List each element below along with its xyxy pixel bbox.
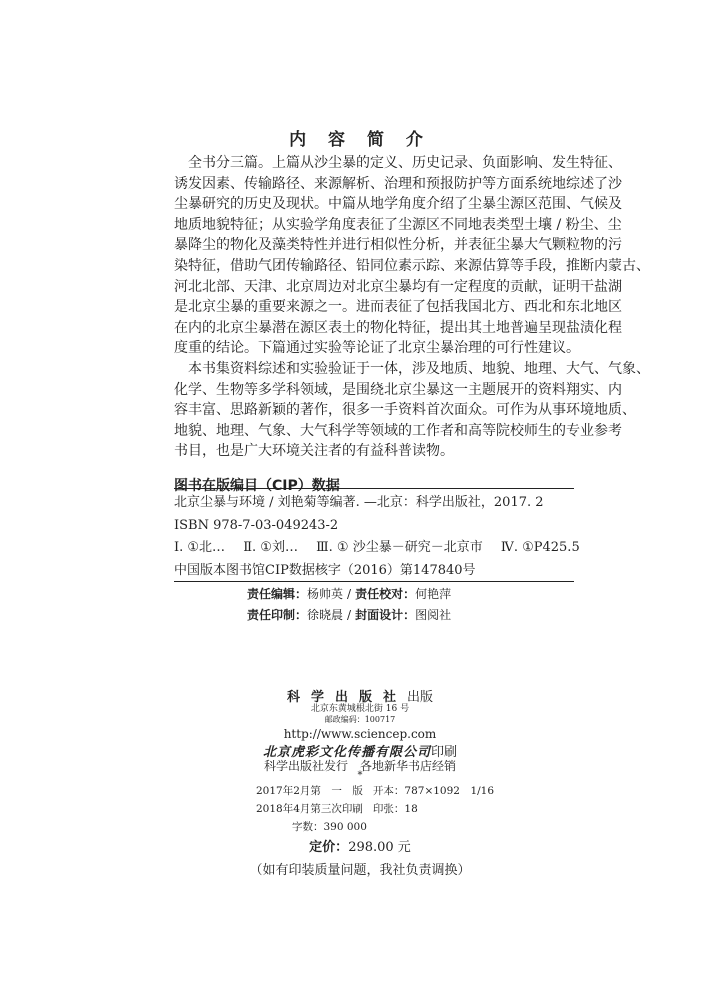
text-line: 是北京尘暴的重要来源之一。进而表征了包括我国北方、西北和东北地区	[174, 299, 622, 316]
intro-paragraph-1	[174, 153, 650, 462]
text-line: 容丰富、思路新颖的著作，很多一手资料首次面众。可作为从事环境地质、	[174, 402, 636, 419]
cip-class-ii: Ⅱ. ①刘…	[243, 540, 298, 555]
quality-note: （如有印装质量问题，我社负责调换）	[249, 863, 471, 878]
cover-role: 封面设计：	[355, 608, 416, 622]
publisher-postcode: 邮政编码：100717	[324, 715, 396, 724]
separator: /	[347, 608, 352, 622]
text-line: 化学、生物等多学科领域，是围绕北京尘暴这一主题展开的资料翔实、内	[174, 381, 622, 398]
publisher-suffix: 出版	[407, 690, 434, 705]
editors-line-1	[247, 584, 451, 605]
text-line: 书目，也是广大环境关注者的有益科普读物。	[174, 443, 454, 460]
cip-classification-line	[174, 537, 580, 560]
printer-logo: 北京虎彩文化传播有限公司	[262, 745, 431, 760]
edition-line-3	[256, 818, 494, 836]
text-line: 度重的结论。下篇通过实验等论证了北京尘暴治理的可行性建议。	[174, 340, 580, 357]
edition-line-1	[256, 782, 494, 800]
proofreader-name: 何艳萍	[415, 587, 452, 601]
text-line: 地质地貌特征；从实验学角度表征了尘源区不同地表类型土壤 / 粉尘、尘	[174, 216, 622, 233]
separator: /	[347, 587, 352, 601]
cip-class-iii: Ⅲ. ① 沙尘暴－研究－北京市	[316, 540, 483, 555]
edition-date: 2017年2月第 一 版	[256, 785, 363, 797]
star-divider: *	[357, 770, 363, 781]
distribution-line: 科学出版社发行 各地新华书店经销	[263, 759, 456, 773]
cip-top-rule	[174, 488, 574, 489]
cip-isbn-line: ISBN 978-7-03-049243-2	[174, 517, 339, 533]
printer-suffix: 印刷	[431, 745, 458, 760]
printing-role: 责任印制：	[247, 608, 308, 622]
price-value: 298.00 元	[348, 840, 411, 855]
printing-name: 徐晓晨	[307, 608, 344, 622]
price-label: 定价：	[309, 840, 349, 855]
editor-name: 杨帅英	[307, 587, 344, 601]
publisher-address: 北京东黄城根北街 16 号	[310, 704, 410, 714]
edition-format: 开本：787×1092 1/16	[372, 785, 495, 797]
text-line: 尘暴研究的历史及现状。中篇从地学角度介绍了尘暴尘源区范围、气候及	[174, 196, 622, 213]
cip-record-line: 中国版本图书馆CIP数据核字（2016）第147840号	[174, 562, 476, 578]
price-line	[0, 836, 720, 855]
edition-line-2	[256, 800, 494, 818]
text-line: 在内的北京尘暴潜在源区表土的物化特征，提出其土地普遍呈现盐渍化程	[174, 319, 622, 336]
page-title: 内 容 简 介	[289, 130, 431, 150]
editor-role: 责任编辑：	[247, 587, 308, 601]
printing-sheets: 印张：18	[372, 803, 418, 815]
text-line: 染特征，借助气团传输路径、铅同位素示踪、来源估算等手段，推断内蒙古、	[174, 257, 650, 274]
editors-line-2	[247, 605, 451, 626]
cip-class-i: Ⅰ. ①北…	[174, 540, 226, 555]
cip-heading: 图书在版编目（CIP）数据	[174, 478, 340, 494]
text-line: 全书分三篇。上篇从沙尘暴的定义、历史记录、负面影响、发生特征、	[188, 155, 622, 171]
text-line: 本书集资料综述和实验验证于一体，涉及地质、地貌、地理、大气、气象、	[188, 360, 650, 377]
text-line: 暴降尘的物化及藻类特性并进行相似性分析，并表征尘暴大气颗粒物的污	[174, 237, 622, 254]
cip-book-line: 北京尘暴与环境 / 刘艳菊等编著. —北京：科学出版社，2017. 2	[174, 495, 544, 510]
publisher-logo: 科学出版社	[286, 690, 407, 705]
text-line: 河北北部、天津、北京周边对北京尘暴均有一定程度的贡献，证明干盐湖	[174, 278, 622, 295]
editors-block	[247, 584, 451, 626]
edition-block	[256, 782, 494, 836]
cip-bottom-rule	[174, 581, 574, 582]
text-line: 地貌、地理、气象、大气科学等领域的工作者和高等院校师生的专业参考	[174, 422, 622, 439]
text-line: 诱发因素、传输路径、来源解析、治理和预报防护等方面系统地综述了沙	[174, 175, 622, 192]
proofreader-role: 责任校对：	[355, 587, 416, 601]
publisher-website: http://www.sciencep.com	[283, 727, 437, 741]
word-count: 字数：390 000	[292, 821, 367, 833]
printing-date: 2018年4月第三次印刷	[256, 803, 363, 815]
cip-class-iv: Ⅳ. ①P425.5	[500, 540, 580, 555]
cip-block	[174, 492, 580, 582]
cover-name: 图阅社	[415, 608, 452, 622]
